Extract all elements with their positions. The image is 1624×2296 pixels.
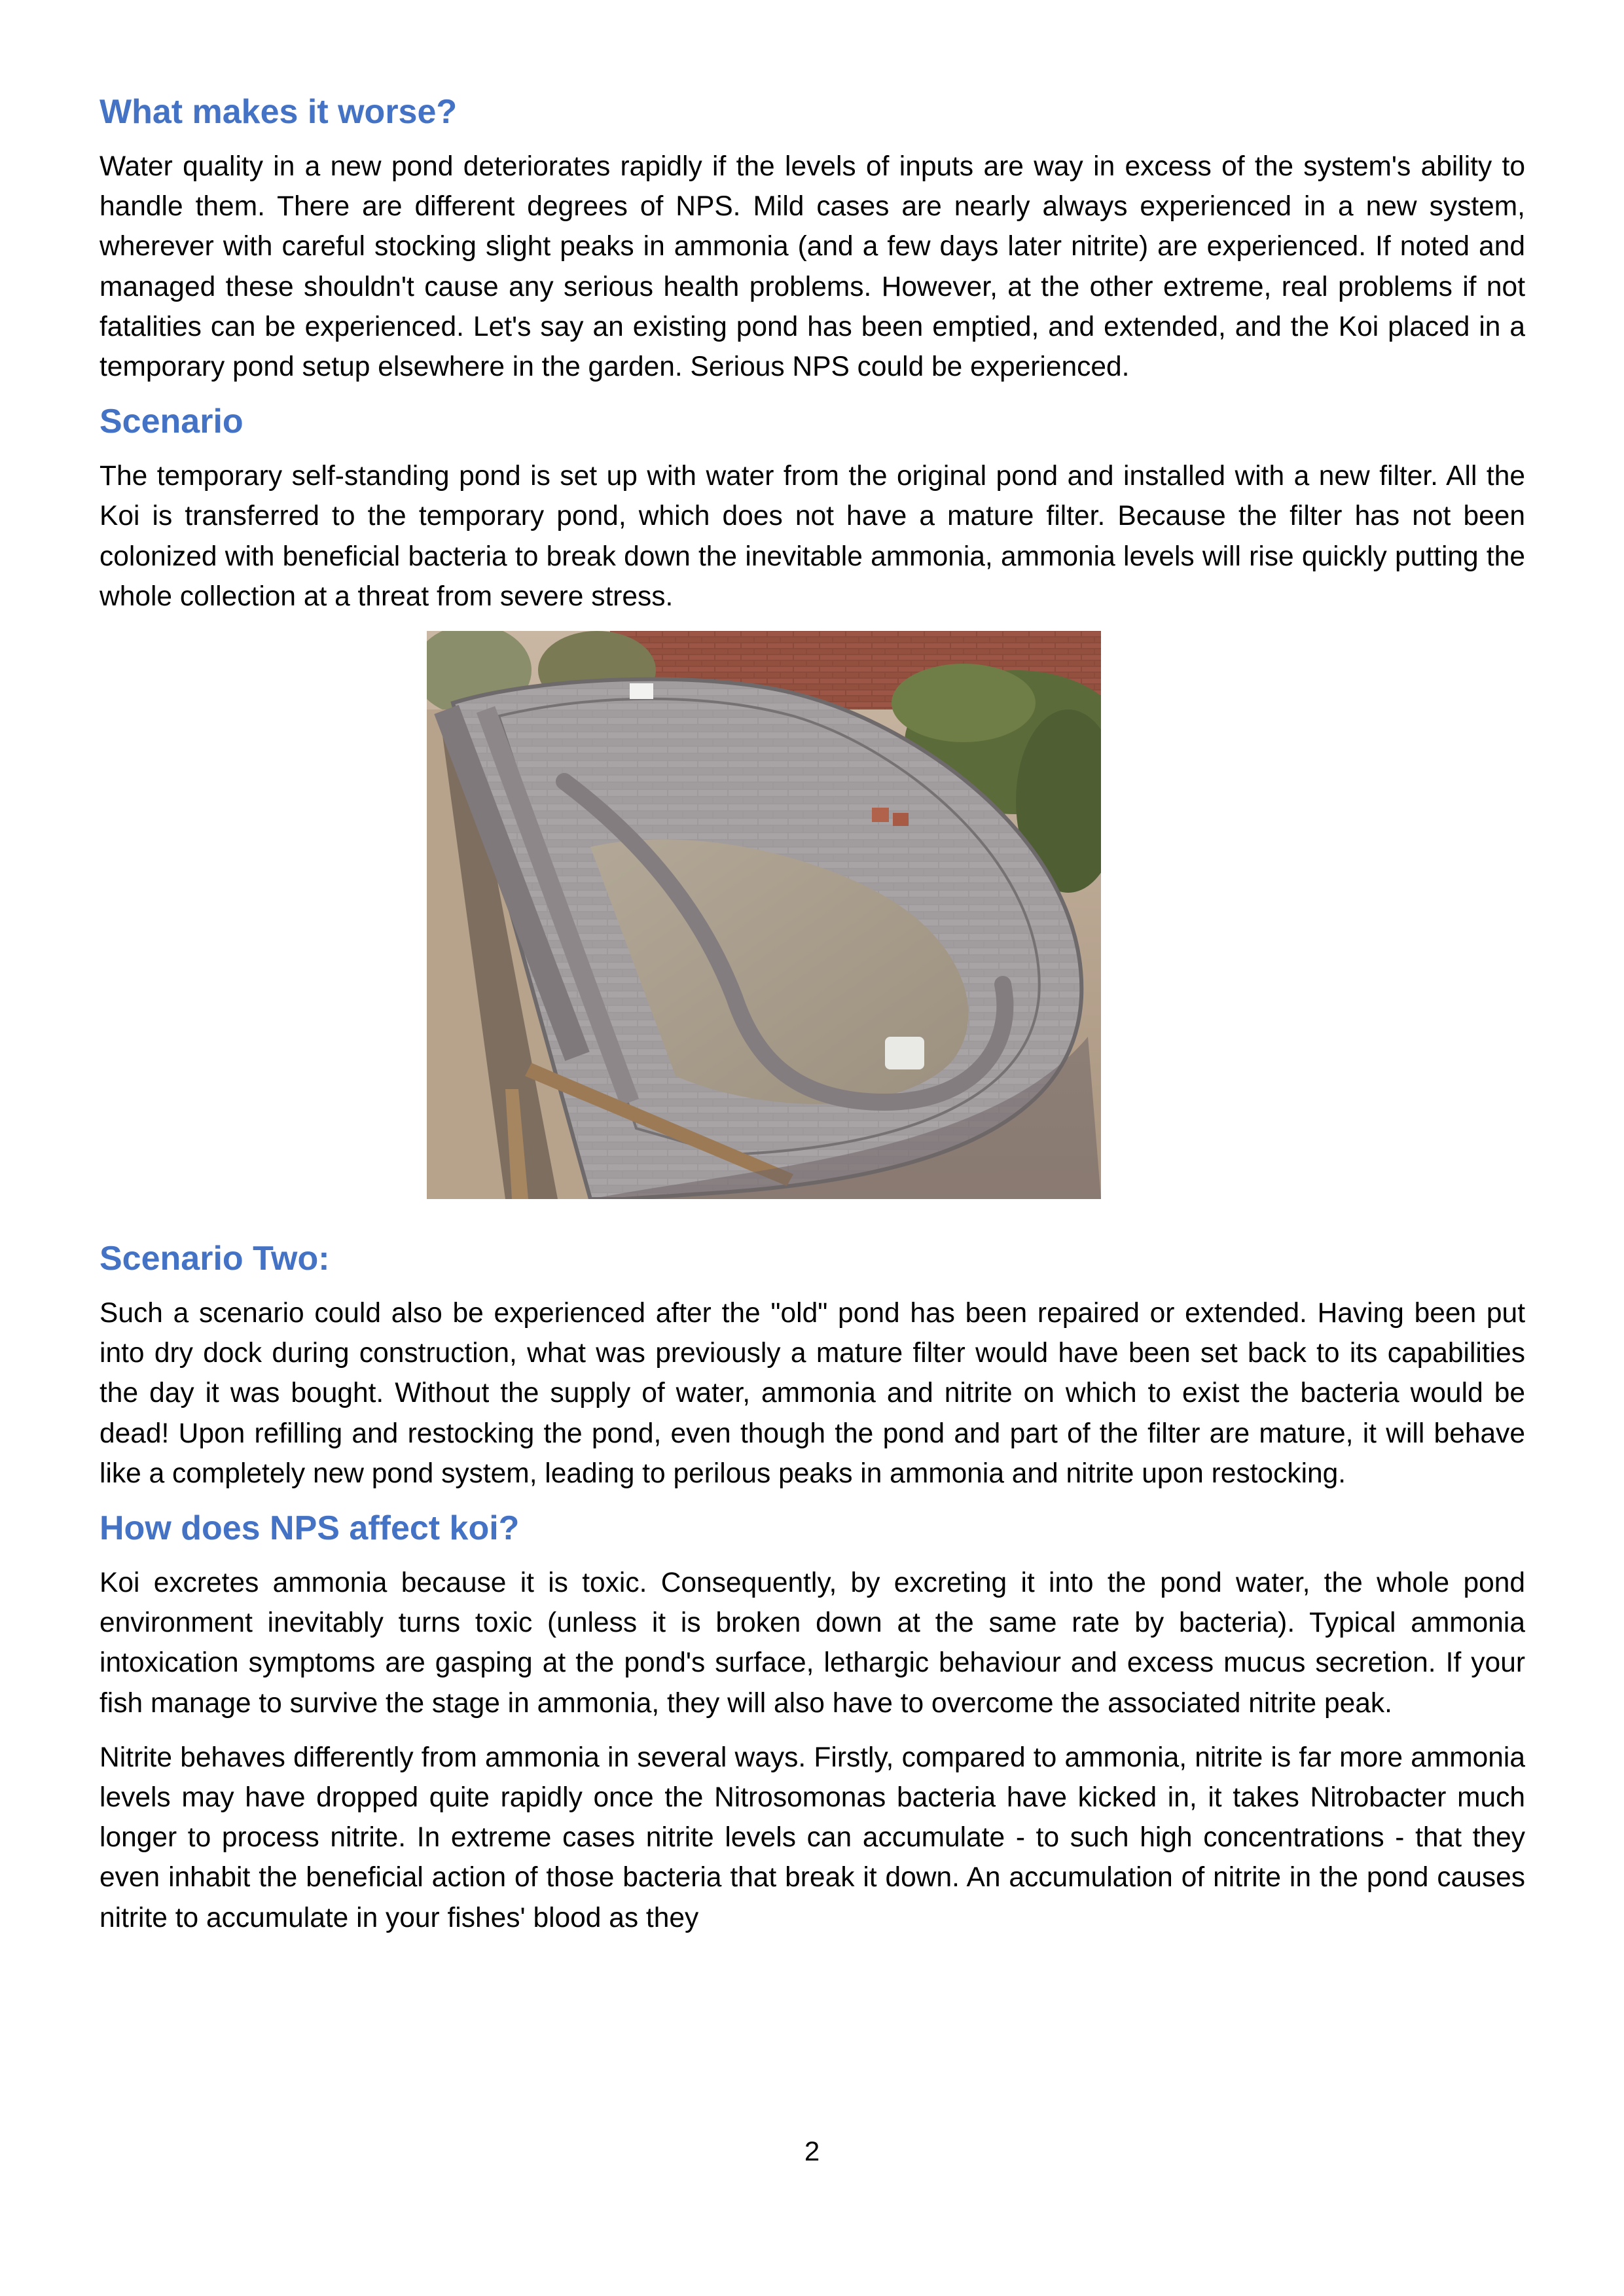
page-number: 2 (804, 2136, 820, 2166)
heading-how-does-nps-affect-koi: How does NPS affect koi? (99, 1509, 520, 1548)
paragraph-temporary-pond: The temporary self-standing pond is set up with water from the original pond and installed with a new filter. All the Koi is transferred to the temporary pond, which does not have a mature filter. Because the filter has not been colonized with beneficial bacteria to break down the inevitable ammonia, ammonia levels will rise quickly putting the whole collection at a threat from severe stress. (99, 461, 1525, 612)
heading-scenario: Scenario (99, 403, 244, 441)
heading-scenario-two: Scenario Two: (99, 1240, 330, 1278)
document-page (99, 92, 1525, 1952)
paragraph-nitrite-behaves-differently: Nitrite behaves differently from ammonia in several ways. Firstly, compared to ammonia, nitrite is far more ammonia levels may have dropped quite rapidly once the Nitrosomonas bacteria have kicked in, it takes Nitrobacter much longer to process nitrite. In extreme cases nitrite levels can accumulate - to such high concentrations - that they even inhabit the beneficial action of those bacteria that break it down. An accumulation of nitrite in the pond causes nitrite to accumulate in your fishes' blood as they (99, 1742, 1525, 1933)
paragraph-water-quality: Water quality in a new pond deteriorates rapidly if the levels of inputs are way in excess of the system's ability to handle them. There are different degrees of NPS. Mild cases are nearly always experienced in a new system, wherever with careful stocking slight peaks in ammonia (and a few days later nitrite) are experienced. If noted and managed these shouldn't cause any serious health problems. However, at the other extreme, real problems if not fatalities can be experienced. Let's say an existing pond has been emptied, and extended, and the Koi placed in a temporary pond setup elsewhere in the garden. Serious NPS could be experienced. (99, 151, 1525, 383)
paragraph-old-pond-repaired: Such a scenario could also be experienced after the "old" pond has been repaired or extended. Having been put into dry dock during construction, what was previously a mature filter would have been set back to its capabilities the day it was bought. Without the supply of water, ammonia and nitrite on which to exist the bacteria would be dead! Upon refilling and restocking the pond, even though the pond and part of the filter are mature, it will behave like a completely new pond system, leading to perilous peaks in ammonia and nitrite upon restocking. (99, 1298, 1525, 1489)
paragraph-koi-excretes-ammonia: Koi excretes ammonia because it is toxic. Consequently, by excreting it into the pond water, the whole pond environment inevitably turns toxic (unless it is broken down at the same rate by bacteria). Typical ammonia intoxication symptoms are gasping at the pond's surface, lethargic behaviour and excess mucus secretion. If your fish manage to survive the stage in ammonia, they will also have to overcome the associated nitrite peak. (99, 1568, 1525, 1719)
heading-what-makes-it-worse: What makes it worse? (99, 93, 458, 131)
brick-pond-construction-photo (427, 631, 1101, 1199)
pond-construction-photo (427, 631, 1101, 1199)
